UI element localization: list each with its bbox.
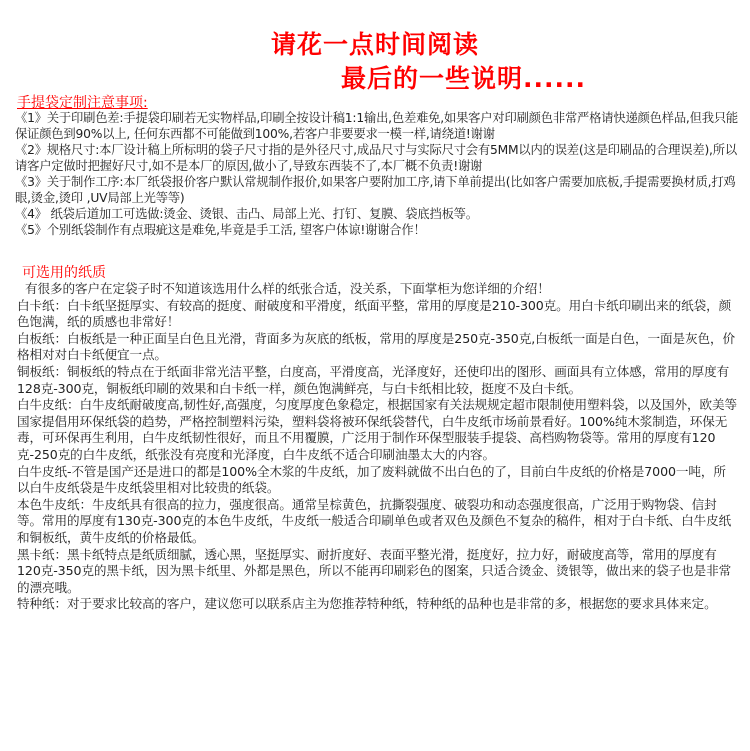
paper-type-paragraph: 特种纸：对于要求比较高的客户，建议您可以联系店主为您推荐特种纸，特种纸的品种也是非常的多，根据您的要求具体来定。 xyxy=(17,596,717,612)
paper-type-paragraph: 白牛皮纸：白牛皮纸耐破度高,韧性好,高强度，匀度厚度色象稳定，根据国家有关法规规定超市限制使用塑料袋，以及国外，欧美等国家提倡用环保纸袋的趋势，严格控制塑料污染，塑料袋将被环保纸袋替代，白牛皮纸市场前景看好。100%纯木浆制造，环保无毒，可环保再生利用，白牛皮纸韧性很好，而且不用覆膜，广泛用于制作环保型服装手提袋、高档购物袋等。常用的厚度有120克-250克的白牛皮纸，纸张没有亮度和光泽度，白牛皮纸不适合印刷油墨太大的内容。 xyxy=(17,397,737,462)
paper-type-paragraph: 黑卡纸：黑卡纸特点是纸质细腻，透心黑，坚挺厚实、耐折度好、表面平整光滑，挺度好，拉力好，耐破度高等，常用的厚度有120克-350克的黑卡纸，因为黑卡纸里、外都是黑色，所以不能再印刷彩色的图案，只适合烫金、烫银等，做出来的袋子也是非常的漂亮哦。 xyxy=(17,546,732,595)
paper-type-paragraph: 本色牛皮纸：牛皮纸具有很高的拉力，强度很高。通常呈棕黄色，抗撕裂强度、破裂功和动态强度很高，广泛用于购物袋、信封等。常用的厚度有130克-300克的本色牛皮纸，牛皮纸一般适合印刷单色或者双色及颜色不复杂的稿件，相对于白卡纸、白牛皮纸和铜板纸，黄牛皮纸的价格最低。 xyxy=(17,496,732,545)
papers-intro: 有很多的客户在定袋子时不知道该选用什么样的纸张合适，没关系，下面掌柜为您详细的介绍！ xyxy=(25,281,550,296)
page-title-line-2: 最后的一些说明...... xyxy=(341,64,586,93)
papers-section xyxy=(17,281,737,613)
page-title-line-1: 请花一点时间阅读 xyxy=(270,30,479,59)
notes-heading: 手提袋定制注意事项: xyxy=(17,95,148,111)
note-item: 《2》规格尺寸:本厂设计稿上所标明的袋子尺寸指的是外径尺寸,成品尺寸与实际尺寸会有5MM以内的误差(这是印刷品的合理误差),所以请客户定做时把握好尺寸,如不是本厂的原因,做小了,导致东西装不了,本厂概不负责!谢谢 xyxy=(15,143,737,173)
paper-type-paragraph: 白卡纸：白卡纸坚挺厚实、有较高的挺度、耐破度和平滑度，纸面平整，常用的厚度是210-300克。用白卡纸印刷出来的纸袋，颜色饱满，纸的质感也非常好！ xyxy=(17,297,732,330)
paper-type-paragraph: 白板纸：白板纸是一种正面呈白色且光滑，背面多为灰底的纸板，常用的厚度是250克-350克,白板纸一面是白色，一面是灰色，价格相对对白卡纸便宜一点。 xyxy=(17,330,735,363)
note-item: 《1》关于印刷色差:手提袋印刷若无实物样品,印刷全按设计稿1:1输出,色差难免,如果客户对印刷颜色非常严格请快递颜色样品,但我只能保证颜色到90%以上, 任何东西都不可能做到100%,若客户非要要求一模一样,请绕道!谢谢 xyxy=(15,111,739,141)
paper-type-paragraph: 铜板纸：铜板纸的特点在于纸面非常光洁平整，白度高，平滑度高，光泽度好，还使印出的图形、画面具有立体感，常用的厚度有128克-300克，铜板纸印刷的效果和白卡纸一样，颜色饱满鲜亮，与白卡纸相比较，挺度不及白卡纸。 xyxy=(17,363,730,396)
papers-heading: 可选用的纸质 xyxy=(22,265,106,281)
note-item: 《4》 纸袋后道加工可选做:烫金、烫银、击凸、局部上光、打钉、复膜、袋底挡板等。 xyxy=(15,207,478,221)
notes-list xyxy=(15,110,739,238)
note-item: 《3》关于制作工序:本厂纸袋报价客户默认常规制作报价,如果客户要附加工序,请下单前提出(比如客户需要加底板,手提需要换材质,打鸡眼,烫金,烫印 ,UV局部上光等等) xyxy=(15,175,736,205)
note-item: 《5》个别纸袋制作有点瑕疵这是难免,毕竟是手工活, 望客户体谅!谢谢合作！ xyxy=(15,223,426,237)
paper-type-paragraph: 白牛皮纸-不管是国产还是进口的都是100%全木浆的牛皮纸，加了废料就做不出白色的了，目前白牛皮纸的价格是7000一吨，所以白牛皮纸袋是牛皮纸袋里相对比较贵的纸袋。 xyxy=(17,463,726,496)
